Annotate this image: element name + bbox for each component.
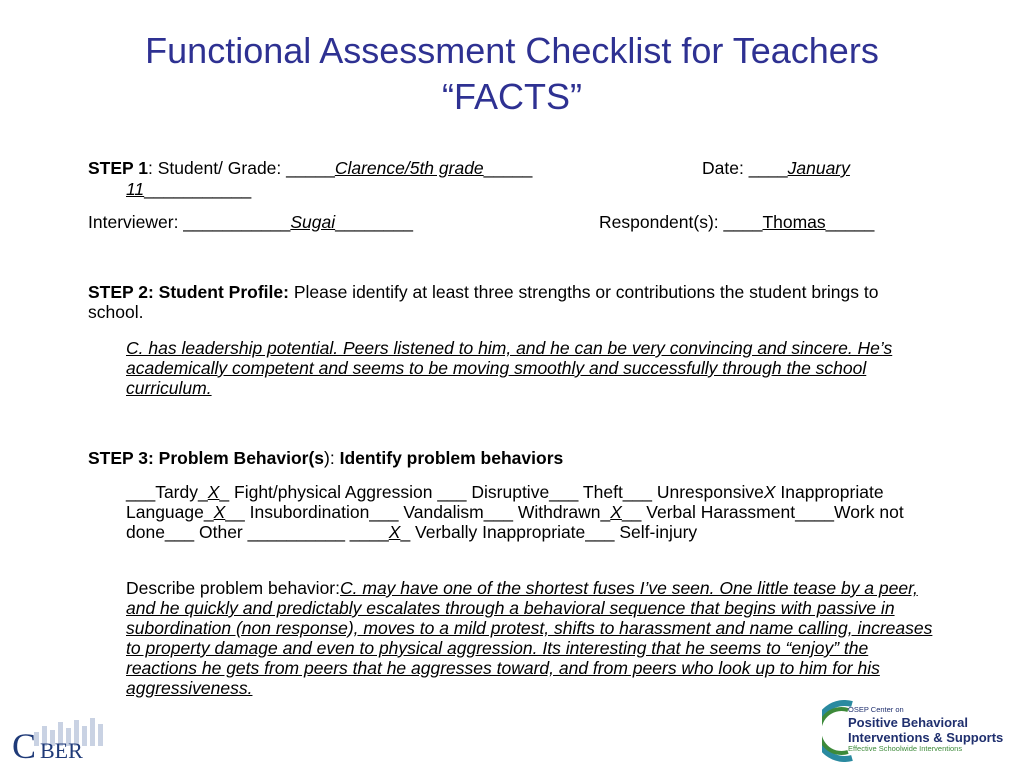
behavior-text: __ Verbal Harassment____Work not done___ Other __________ ____ bbox=[126, 502, 904, 542]
step2-prompt-text: Please identify at least three strengths or contributions the student brings to school. bbox=[88, 282, 879, 322]
behavior-text: ___Tardy_ bbox=[126, 482, 208, 502]
check-mark-verbally-inappropriate: X bbox=[388, 522, 401, 542]
behavior-text: _ Verbally Inappropriate___ Self-injury bbox=[400, 522, 698, 542]
student-prefix: : Student/ Grade: _____ bbox=[148, 158, 335, 178]
student-grade-value: Clarence/5th grade bbox=[334, 158, 484, 178]
behavior-checklist bbox=[126, 482, 938, 542]
page-title bbox=[0, 28, 1024, 120]
svg-text:Interventions & Supports: Interventions & Supports bbox=[848, 730, 1004, 745]
describe-behavior bbox=[126, 578, 938, 698]
svg-text:OSEP Center on: OSEP Center on bbox=[848, 705, 904, 714]
step1-student-line bbox=[88, 158, 532, 178]
step3-label: STEP 3: Problem Behavior(s bbox=[88, 448, 325, 468]
step3-label-2: Identify problem behaviors bbox=[339, 448, 564, 468]
respondent-suffix: _____ bbox=[825, 212, 875, 232]
respondent-prefix: Respondent(s): ____ bbox=[599, 212, 763, 232]
describe-label: Describe problem behavior: bbox=[126, 578, 340, 598]
svg-text:Positive Behavioral: Positive Behavioral bbox=[848, 715, 968, 730]
cber-logo-graphic bbox=[12, 714, 112, 762]
describe-value: C. may have one of the shortest fuses I’ve seen. One little tease by a peer, and he quickly and predictably escalates through a behavioral sequence that begins with passive in subordination (non response), moves to a mild protest, shifts to harassment and name calling, increases to property damage and even to physical aggression. Its interesting that he seems to “enjoy” the reactions he gets from peers that he aggresses toward, and from peers who look up to him for his aggressiveness. bbox=[126, 578, 933, 698]
interviewer-prefix: Interviewer: ___________ bbox=[88, 212, 291, 232]
check-mark-inappropriate-language: X bbox=[213, 502, 226, 522]
student-suffix: _____ bbox=[483, 158, 533, 178]
interviewer-value: Sugai bbox=[290, 212, 336, 232]
check-mark-withdrawn: X bbox=[610, 502, 622, 522]
check-mark-tardy: X bbox=[207, 482, 220, 502]
step2-label: STEP 2: Student Profile: bbox=[88, 282, 289, 302]
date-line-2 bbox=[126, 179, 251, 199]
pbis-logo bbox=[822, 700, 1020, 762]
check-mark-unresponsive: X bbox=[763, 482, 776, 502]
date-value-2: 11 bbox=[126, 179, 145, 199]
cber-logo bbox=[12, 714, 112, 762]
pbis-logo-graphic bbox=[822, 700, 1020, 762]
date-value-1: January bbox=[787, 158, 850, 178]
svg-text:BER: BER bbox=[40, 738, 83, 762]
behavior-text: Inappropriate Language_ bbox=[126, 482, 884, 522]
interviewer-suffix: ________ bbox=[335, 212, 414, 232]
behavior-text: __ Insubordination___ Vandalism___ Withdrawn_ bbox=[225, 502, 611, 522]
step2-answer: C. has leadership potential. Peers listened to him, and he can be very convincing and sincere. He’s academically competent and seems to be moving smoothly and successfully through the school curriculum. bbox=[126, 338, 893, 398]
interviewer-line bbox=[88, 212, 413, 232]
step3-heading bbox=[88, 448, 563, 468]
step1-label: STEP 1 bbox=[88, 158, 148, 178]
step3-label-close: ): bbox=[324, 448, 340, 468]
svg-text:C: C bbox=[12, 726, 37, 762]
title-line-1: Functional Assessment Checklist for Teachers bbox=[145, 30, 879, 71]
behavior-text: _ Fight/physical Aggression ___ Disruptive___ Theft___ Unresponsive bbox=[219, 482, 764, 502]
step2-prompt bbox=[50, 282, 938, 322]
respondent-value: Thomas bbox=[762, 212, 826, 232]
date-line bbox=[702, 158, 850, 178]
date-prefix: Date: ____ bbox=[702, 158, 788, 178]
svg-text:Effective Schoolwide Intervent: Effective Schoolwide Interventions bbox=[848, 744, 963, 753]
respondent-line bbox=[599, 212, 874, 232]
date-suffix: ___________ bbox=[144, 179, 252, 199]
title-line-2: “FACTS” bbox=[442, 76, 582, 117]
